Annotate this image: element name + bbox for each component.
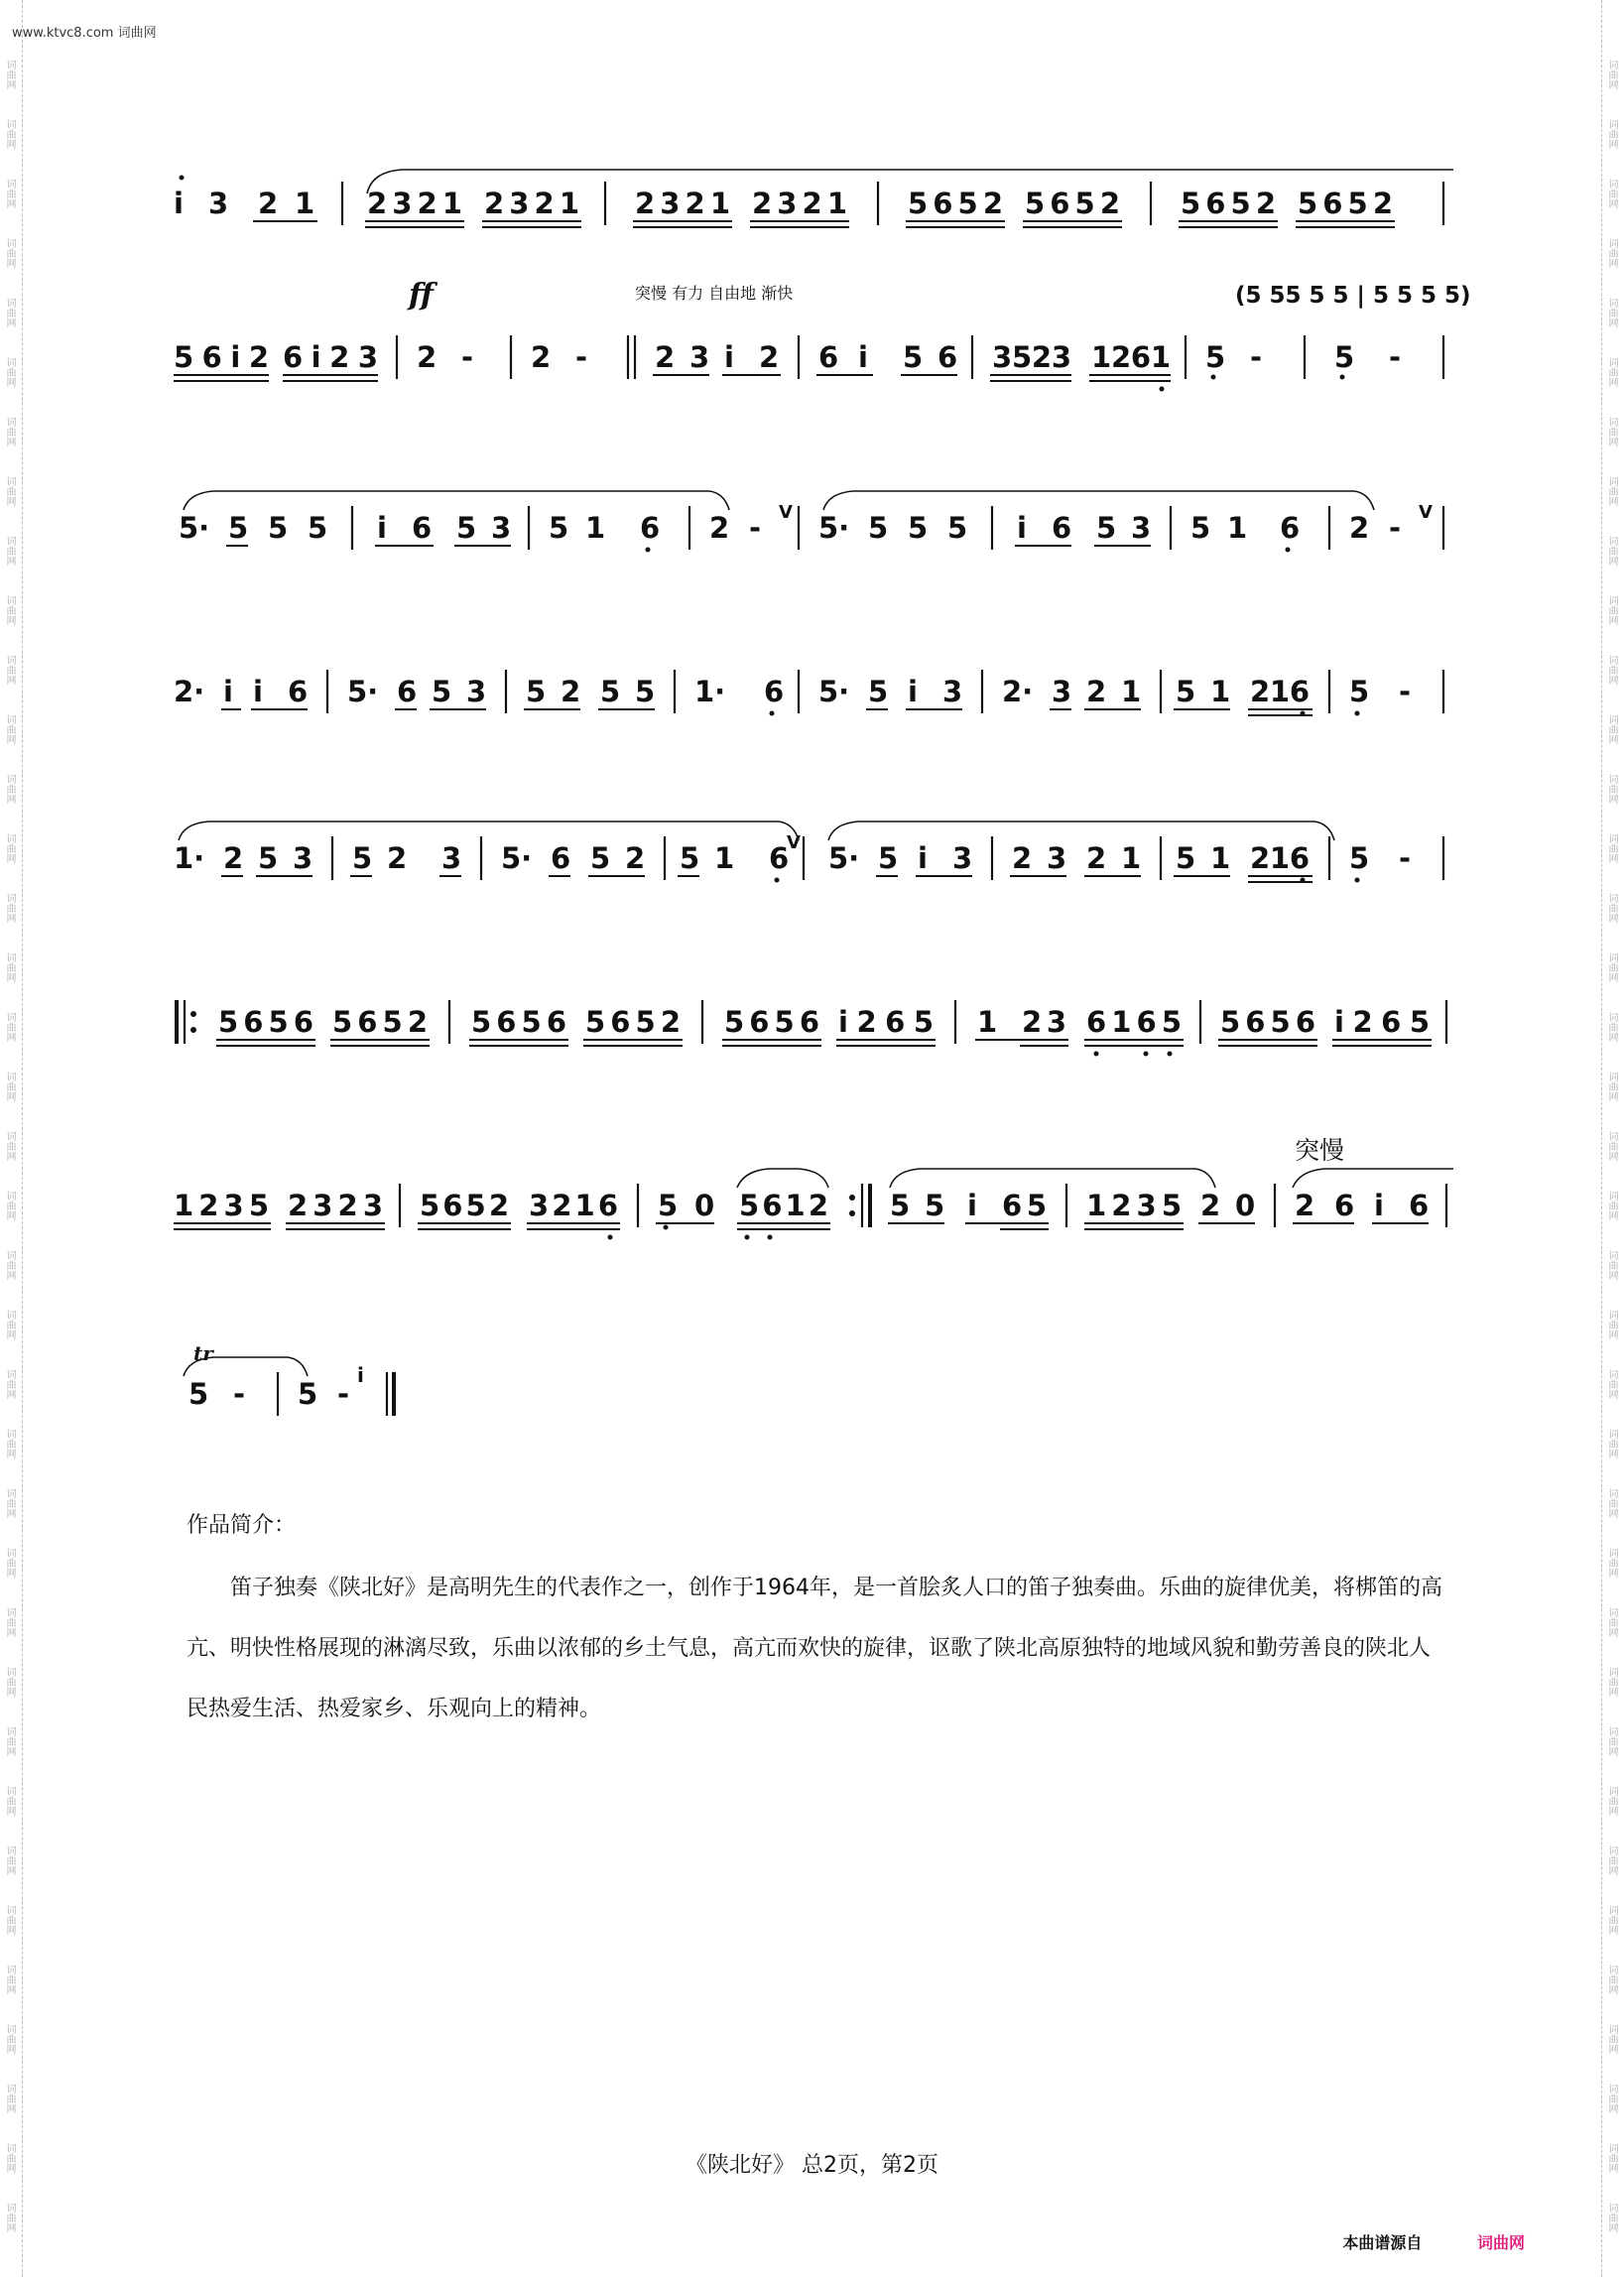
right-watermark-strip <box>1601 0 1624 2277</box>
score-line-6 <box>174 982 1453 1062</box>
svg-text:6: 6 <box>818 340 839 374</box>
svg-text:i: i <box>1374 1189 1384 1222</box>
svg-text:-: - <box>575 340 588 374</box>
svg-text:5: 5 <box>526 675 547 708</box>
svg-text:i265: i265 <box>838 1005 934 1039</box>
svg-text:3: 3 <box>441 841 462 875</box>
svg-text:2: 2 <box>655 340 676 374</box>
watermark-text: 词曲网 <box>1606 1905 1617 1935</box>
score-line-7 <box>174 1166 1453 1245</box>
svg-text:2: 2 <box>561 675 581 708</box>
svg-text:5: 5 <box>549 511 569 545</box>
watermark-text: 词曲网 <box>4 1250 15 1280</box>
svg-text:5: 5 <box>352 841 373 875</box>
watermark-text: 词曲网 <box>4 1429 15 1458</box>
watermark-text: 词曲网 <box>1606 1667 1617 1697</box>
svg-text:6: 6 <box>288 675 309 708</box>
svg-text:2: 2 <box>1295 1189 1315 1222</box>
watermark-text: 词曲网 <box>4 238 15 268</box>
svg-text:5: 5 <box>1176 675 1196 708</box>
watermark-text: 词曲网 <box>4 655 15 685</box>
svg-text:2323: 2323 <box>288 1189 383 1222</box>
svg-text:5: 5 <box>590 841 611 875</box>
svg-text:5652: 5652 <box>908 187 1003 220</box>
svg-text:i: i <box>357 1363 364 1387</box>
watermark-text: 词曲网 <box>1606 1845 1617 1875</box>
score-line-2-svg <box>174 317 1453 397</box>
svg-text:5·: 5· <box>179 511 210 545</box>
svg-text:2: 2 <box>223 841 244 875</box>
svg-text:V: V <box>1419 502 1433 523</box>
svg-text:i: i <box>377 511 387 545</box>
svg-text:5: 5 <box>1334 340 1355 374</box>
score-line-4 <box>174 652 1453 731</box>
svg-text:6: 6 <box>769 841 790 875</box>
svg-text:1·: 1· <box>174 841 205 875</box>
watermark-text: 词曲网 <box>1606 1369 1617 1399</box>
score-line-1 <box>174 164 1453 243</box>
dynamic-ff: ff <box>409 278 434 313</box>
svg-text:1: 1 <box>1121 841 1142 875</box>
svg-text:5·: 5· <box>501 841 533 875</box>
svg-text:i: i <box>724 340 734 374</box>
svg-text:6: 6 <box>412 511 433 545</box>
svg-text:1: 1 <box>585 511 606 545</box>
source-credit <box>1342 2230 1525 2253</box>
svg-text:-: - <box>337 1377 350 1411</box>
svg-text:2: 2 <box>417 340 437 374</box>
trill-mark: tr <box>193 1341 213 1365</box>
svg-text:2321: 2321 <box>752 187 847 220</box>
svg-text:2321: 2321 <box>635 187 730 220</box>
svg-text:5652: 5652 <box>1181 187 1276 220</box>
left-watermark-strip <box>0 0 23 2277</box>
svg-text:23: 23 <box>1022 1005 1066 1039</box>
svg-text:6: 6 <box>397 675 418 708</box>
score-line-3 <box>174 488 1453 568</box>
svg-text:2: 2 <box>1200 1189 1221 1222</box>
svg-text:5: 5 <box>188 1377 209 1411</box>
tempo-marking-2: 突慢 <box>1295 1136 1345 1165</box>
svg-text:56i2: 56i2 <box>174 340 269 374</box>
svg-text:3: 3 <box>491 511 512 545</box>
watermark-text: 词曲网 <box>1606 119 1617 149</box>
svg-text:1: 1 <box>1227 511 1248 545</box>
svg-text:5: 5 <box>308 511 328 545</box>
svg-text:3: 3 <box>1047 841 1067 875</box>
svg-text:5: 5 <box>456 511 477 545</box>
svg-text:5656: 5656 <box>724 1005 819 1039</box>
intro-title: 作品简介： <box>187 1513 297 1538</box>
svg-text:3: 3 <box>293 841 313 875</box>
watermark-text: 词曲网 <box>1606 536 1617 566</box>
watermark-text: 词曲网 <box>4 1667 15 1697</box>
watermark-text: 词曲网 <box>1606 774 1617 804</box>
watermark-text: 词曲网 <box>4 357 15 387</box>
svg-text:6: 6 <box>1334 1189 1355 1222</box>
svg-text:5: 5 <box>868 675 889 708</box>
watermark-text: 词曲网 <box>4 476 15 506</box>
svg-text:1·: 1· <box>694 675 726 708</box>
svg-text:3: 3 <box>466 675 487 708</box>
svg-text:3523: 3523 <box>992 340 1071 374</box>
watermark-text: 词曲网 <box>4 60 15 89</box>
svg-text:3: 3 <box>208 187 229 220</box>
source-label: 本曲谱源自 <box>1342 2233 1423 2252</box>
svg-text:1: 1 <box>977 1005 998 1039</box>
watermark-text: 词曲网 <box>4 714 15 744</box>
svg-text:1261: 1261 <box>1091 340 1171 374</box>
watermark-text: 词曲网 <box>4 1548 15 1578</box>
svg-text:5: 5 <box>258 841 279 875</box>
intro-paragraph: 笛子独奏《陕北好》是高明先生的代表作之一，创作于1964年，是一首脍炙人口的笛子独奏曲。乐曲的旋律优美，将梆笛的高亢、明快性格展现的淋漓尽致，乐曲以浓郁的乡土气息，高亢而欢快的旋律，讴歌了陕北高原独特的地域风貌和勤劳善良的陕北人民热爱生活、热爱家乡、乐观向上的精神。 <box>187 1576 1442 1721</box>
watermark-text: 词曲网 <box>1606 1191 1617 1220</box>
svg-text:5612: 5612 <box>739 1189 828 1222</box>
svg-text:i: i <box>223 675 233 708</box>
score-line-2 <box>174 317 1453 397</box>
svg-text:V: V <box>787 832 801 853</box>
watermark-text: 词曲网 <box>4 893 15 923</box>
tempo-marking-1: 突慢 有力 自由地 渐快 <box>635 284 794 303</box>
watermark-text: 词曲网 <box>4 1905 15 1935</box>
svg-text:i: i <box>253 675 263 708</box>
watermark-text: 词曲网 <box>4 2024 15 2054</box>
svg-text:3: 3 <box>952 841 973 875</box>
svg-text:5: 5 <box>1190 511 1211 545</box>
svg-text:5: 5 <box>680 841 700 875</box>
svg-text:5: 5 <box>635 675 656 708</box>
svg-text:5: 5 <box>600 675 621 708</box>
svg-text:1: 1 <box>295 187 315 220</box>
svg-text:5: 5 <box>228 511 249 545</box>
svg-text:216: 216 <box>1250 675 1310 708</box>
watermark-text: 词曲网 <box>4 119 15 149</box>
svg-text:216: 216 <box>1250 841 1310 875</box>
watermark-text: 词曲网 <box>1606 1429 1617 1458</box>
svg-text:2: 2 <box>531 340 552 374</box>
watermark-text: 词曲网 <box>1606 1548 1617 1578</box>
watermark-text: 词曲网 <box>1606 1250 1617 1280</box>
watermark-text: 词曲网 <box>4 2143 15 2173</box>
watermark-text: 词曲网 <box>4 952 15 982</box>
score-line-8-svg <box>174 1354 471 1434</box>
svg-text:5·: 5· <box>818 511 850 545</box>
svg-text:5·: 5· <box>818 675 850 708</box>
watermark-text: 词曲网 <box>4 1072 15 1101</box>
svg-text:i: i <box>858 340 868 374</box>
svg-text:6: 6 <box>1052 511 1072 545</box>
svg-text:6: 6 <box>764 675 785 708</box>
watermark-text: 词曲网 <box>4 1964 15 1994</box>
svg-text:i: i <box>908 675 918 708</box>
svg-text:2: 2 <box>625 841 646 875</box>
watermark-text: 词曲网 <box>4 2084 15 2113</box>
watermark-text: 词曲网 <box>1606 1964 1617 1994</box>
svg-text:1: 1 <box>714 841 735 875</box>
watermark-text: 词曲网 <box>1606 1310 1617 1339</box>
svg-text:-: - <box>233 1377 246 1411</box>
watermark-text: 词曲网 <box>4 179 15 208</box>
svg-text:2321: 2321 <box>484 187 579 220</box>
watermark-text: 词曲网 <box>1606 238 1617 268</box>
watermark-text: 词曲网 <box>4 1607 15 1637</box>
watermark-text: 词曲网 <box>1606 833 1617 863</box>
svg-text:2·: 2· <box>1002 675 1034 708</box>
score-line-6-svg <box>174 982 1453 1062</box>
watermark-text: 词曲网 <box>1606 2024 1617 2054</box>
svg-text:i: i <box>918 841 928 875</box>
score-line-8 <box>174 1354 471 1434</box>
watermark-text: 词曲网 <box>4 1191 15 1220</box>
watermark-text: 词曲网 <box>1606 1786 1617 1816</box>
svg-text:2: 2 <box>1012 841 1033 875</box>
svg-text:6: 6 <box>551 841 571 875</box>
svg-text:65: 65 <box>1002 1189 1047 1222</box>
svg-text:5: 5 <box>868 511 889 545</box>
svg-text:3216: 3216 <box>529 1189 618 1222</box>
watermark-text: 词曲网 <box>4 595 15 625</box>
svg-text:5652: 5652 <box>420 1189 509 1222</box>
svg-text:0: 0 <box>1235 1189 1256 1222</box>
svg-text:2: 2 <box>709 511 730 545</box>
watermark-text: 词曲网 <box>1606 179 1617 208</box>
svg-text:i265: i265 <box>1334 1005 1430 1039</box>
svg-text:-: - <box>1399 841 1412 875</box>
svg-text:i: i <box>967 1189 977 1222</box>
svg-text:1: 1 <box>1210 675 1231 708</box>
svg-text:5: 5 <box>658 1189 679 1222</box>
svg-text:3: 3 <box>942 675 963 708</box>
svg-text:5656: 5656 <box>1220 1005 1315 1039</box>
watermark-text: 词曲网 <box>1606 1012 1617 1042</box>
score-line-5-svg <box>174 819 1453 898</box>
watermark-text: 词曲网 <box>1606 1072 1617 1101</box>
svg-text:2: 2 <box>387 841 408 875</box>
page-footer: 《陕北好》 总2页，第2页 <box>686 2153 938 2178</box>
svg-text:5: 5 <box>947 511 968 545</box>
svg-text:2: 2 <box>1086 675 1107 708</box>
watermark-text: 词曲网 <box>1606 1488 1617 1518</box>
watermark-text: 词曲网 <box>1606 714 1617 744</box>
svg-text:5652: 5652 <box>585 1005 681 1039</box>
svg-text:2321: 2321 <box>367 187 462 220</box>
watermark-text: 词曲网 <box>4 774 15 804</box>
svg-text:-: - <box>461 340 474 374</box>
svg-text:5: 5 <box>1349 841 1370 875</box>
svg-text:3: 3 <box>1131 511 1152 545</box>
svg-text:5: 5 <box>1349 675 1370 708</box>
watermark-text: 词曲网 <box>4 1012 15 1042</box>
watermark-text: 词曲网 <box>4 1845 15 1875</box>
watermark-text: 词曲网 <box>1606 655 1617 685</box>
svg-text:-: - <box>1250 340 1263 374</box>
svg-text:3: 3 <box>1052 675 1072 708</box>
svg-text:5652: 5652 <box>1025 187 1120 220</box>
svg-text:6165: 6165 <box>1086 1005 1182 1039</box>
svg-text:1235: 1235 <box>1086 1189 1182 1222</box>
svg-text:5·: 5· <box>347 675 379 708</box>
svg-text:i: i <box>174 187 184 220</box>
source-site-link[interactable]: 词曲网 <box>1476 2233 1525 2252</box>
score-line-4-svg <box>174 652 1453 731</box>
svg-text:1: 1 <box>1121 675 1142 708</box>
svg-text:5: 5 <box>268 511 289 545</box>
watermark-text: 词曲网 <box>1606 417 1617 446</box>
watermark-text: 词曲网 <box>1606 595 1617 625</box>
watermark-text: 词曲网 <box>1606 2203 1617 2232</box>
svg-text:-: - <box>1399 675 1412 708</box>
watermark-text: 词曲网 <box>1606 2084 1617 2113</box>
score-line-7-svg <box>174 1166 1453 1245</box>
watermark-text: 词曲网 <box>1606 2143 1617 2173</box>
svg-text:5: 5 <box>1176 841 1196 875</box>
watermark-text: 词曲网 <box>1606 1131 1617 1161</box>
svg-text:6i23: 6i23 <box>283 340 378 374</box>
svg-text:2·: 2· <box>174 675 205 708</box>
svg-text:5656: 5656 <box>471 1005 566 1039</box>
watermark-text: 词曲网 <box>1606 357 1617 387</box>
watermark-text: 词曲网 <box>1606 298 1617 327</box>
watermark-text: 词曲网 <box>4 1726 15 1756</box>
svg-text:5: 5 <box>1096 511 1117 545</box>
score-line-3-svg <box>174 488 1453 568</box>
svg-text:5: 5 <box>925 1189 945 1222</box>
watermark-text: 词曲网 <box>1606 1726 1617 1756</box>
svg-text:5: 5 <box>1205 340 1226 374</box>
watermark-text: 词曲网 <box>4 1131 15 1161</box>
site-link[interactable]: www.ktvc8.com 词曲网 <box>12 26 157 41</box>
svg-text:2: 2 <box>759 340 780 374</box>
svg-text:-: - <box>1389 511 1402 545</box>
score-line-1-svg <box>174 164 1453 243</box>
score-line-5 <box>174 819 1453 898</box>
svg-text:5: 5 <box>432 675 452 708</box>
watermark-text: 词曲网 <box>1606 952 1617 982</box>
svg-text:i: i <box>1017 511 1027 545</box>
svg-text:-: - <box>749 511 762 545</box>
svg-text:5656: 5656 <box>218 1005 313 1039</box>
svg-text:V: V <box>779 502 793 523</box>
watermark-text: 词曲网 <box>4 298 15 327</box>
svg-text:5652: 5652 <box>332 1005 428 1039</box>
watermark-text: 词曲网 <box>4 417 15 446</box>
svg-text:5: 5 <box>878 841 899 875</box>
watermark-text: 词曲网 <box>4 1488 15 1518</box>
watermark-text: 词曲网 <box>1606 476 1617 506</box>
svg-text:3: 3 <box>689 340 710 374</box>
svg-text:5: 5 <box>890 1189 911 1222</box>
watermark-text: 词曲网 <box>4 833 15 863</box>
svg-text:0: 0 <box>694 1189 715 1222</box>
svg-text:5: 5 <box>298 1377 318 1411</box>
svg-text:2: 2 <box>1086 841 1107 875</box>
svg-text:5652: 5652 <box>1298 187 1393 220</box>
svg-text:5: 5 <box>908 511 929 545</box>
watermark-text: 词曲网 <box>4 536 15 566</box>
svg-text:2: 2 <box>258 187 279 220</box>
svg-text:1235: 1235 <box>174 1189 269 1222</box>
watermark-text: 词曲网 <box>1606 60 1617 89</box>
svg-text:6: 6 <box>1280 511 1301 545</box>
svg-text:1: 1 <box>1210 841 1231 875</box>
watermark-text: 词曲网 <box>1606 893 1617 923</box>
watermark-text: 词曲网 <box>4 2203 15 2232</box>
watermark-text: 词曲网 <box>4 1786 15 1816</box>
svg-text:5·: 5· <box>828 841 860 875</box>
watermark-text: 词曲网 <box>1606 1607 1617 1637</box>
svg-text:6: 6 <box>937 340 958 374</box>
svg-text:2: 2 <box>1349 511 1370 545</box>
svg-text:6: 6 <box>1409 1189 1430 1222</box>
svg-text:-: - <box>1389 340 1402 374</box>
watermark-text: 词曲网 <box>4 1310 15 1339</box>
bracket-notes: (5 55 5 5 | 5 5 5 5) <box>1235 283 1471 309</box>
svg-text:6: 6 <box>640 511 661 545</box>
watermark-text: 词曲网 <box>4 1369 15 1399</box>
svg-text:5: 5 <box>903 340 924 374</box>
